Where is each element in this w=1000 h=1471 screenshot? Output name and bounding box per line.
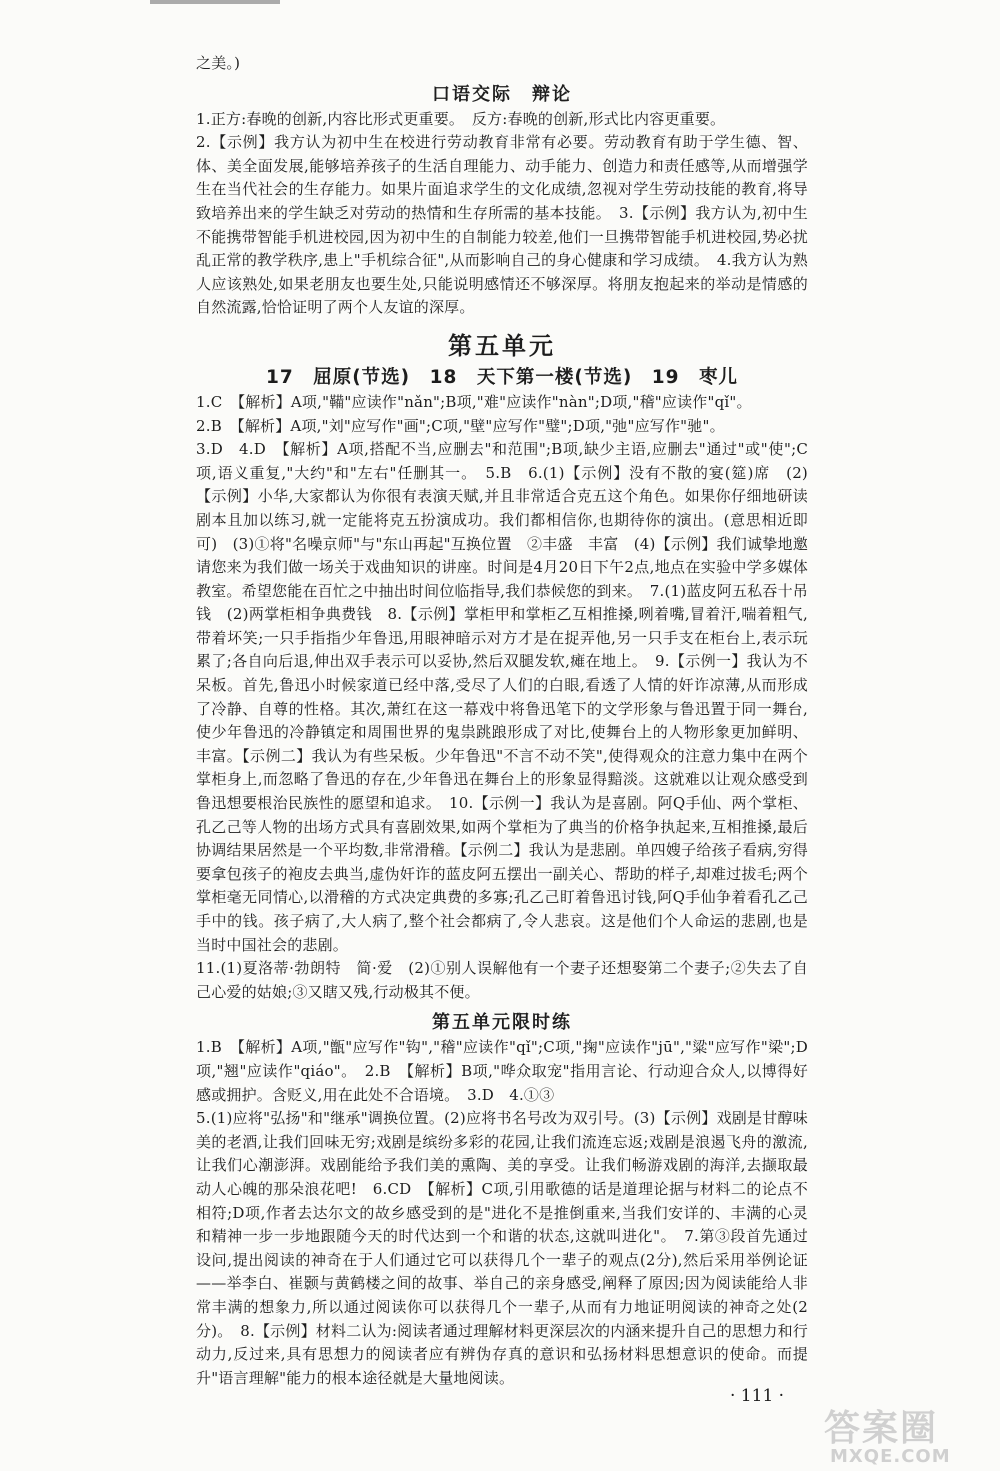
answer-paragraph: 1.C 【解析】A项,"鞴"应读作"nǎn";B项,"难"应读作"nàn";D项,"稽"应读作"qǐ"。 (196, 392, 752, 411)
answer-paragraph: 1.B 【解析】A项,"甑"应写作"钩","稽"应读作"qǐ";C项,"掬"应读作"jū","粱"应写作"梁";D项,"翘"应读作"qiáo"。 2.B 【解析】B项,"哗众取宠"指用言论、行动迎合众人,以博得好感或拥护。含贬义,用在此处不合语境。 3.D 4.①③ (196, 1038, 808, 1104)
section-heading: 第五单元限时练 (432, 1012, 572, 1034)
answer-paragraph: 2.B 【解析】A项,"刘"应写作"画";C项,"壁"应写作"璧";D项,"弛"应写作"驰"。 (196, 416, 725, 435)
lesson-heading: 17 屈原(节选) 18 天下第一楼(节选) 19 枣儿 (265, 366, 739, 388)
section-heading: 口语交际 辩论 (432, 83, 572, 105)
answer-paragraph: 11.(1)夏洛蒂·勃朗特 简·爱 (2)①别人误解他有一个妻子还想娶第二个妻子;②失去了自己心爱的姑娘;③又瞎又残,行动极其不便。 (196, 959, 808, 1001)
answer-paragraph: 5.(1)应将"弘扬"和"继承"调换位置。(2)应将书名号改为双引号。(3)【示例】戏剧是甘醇味美的老酒,让我们回味无穷;戏剧是缤纷多彩的花园,让我们流连忘返;戏剧是浪遏飞舟的激流,让我们心潮澎湃。戏剧能给予我们美的熏陶、美的享受。让我们畅游戏剧的海洋,去撷取最动人心魄的那朵浪花吧! 6.CD 【解析】C项,引用歌德的话是道理论据与材料二的论点不相符;D项,作者去达尔文的故乡感受到的是"进化不是推倒重来,当我们安详的、丰满的心灵和精神一步一步地跟随今天的时代达到一个和谐的状态,这就叫进化"。 7.第③段首先通过设问,提出阅读的神奇在于人们通过它可以获得几个一辈子的观点(2分),然后采用举例论证——举李白、崔颢与黄鹤楼之间的故事、举自己的亲身感受,阐释了原因;因为阅读能给人非常丰满的想象力,所以通过阅读你可以获得几个一辈子,从而有力地证明阅读的神奇之处(2分)。 8.【示例】材料二认为:阅读者通过理解材料更深层次的内涵来提升自己的思想力和行动力,反过来,具有思想力的阅读者应有辨伪存真的意识和弘扬材料思想意识的使命。而提升"语言理解"能力的根本途径就是大量地阅读。 (196, 1109, 808, 1387)
section-oral-debate (196, 80, 808, 320)
site-watermark (818, 1400, 996, 1470)
top-edge-rule (150, 0, 280, 4)
unit-heading: 第五单元 (448, 331, 556, 360)
section-unit-five-timed-practice (196, 1008, 808, 1390)
answer-paragraph: 3.D 4.D 【解析】A项,搭配不当,应删去"和范围";B项,缺少主语,应删去"通过"或"使";C项,语义重复,"大约"和"左右"任删其一。 5.B 6.(1)【示例】没有不散的宴(筵)席 (2)【示例】小华,大家都认为你很有表演天赋,并且非常适合克五这个角色。如果你仔细地研读剧本且加以练习,就一定能将克五扮演成功。我们都相信你,也期待你的演出。(意思相近即可) (3)①将"名噪京师"与"东山再起"互换位置 ②丰盛 丰富 (4)【示例】我们诚挚地邀请您来为我们做一场关于戏曲知识的讲座。时间是4月20日下午2点,地点在实验中学多媒体教室。希望您能在百忙之中抽出时间位临指导,我们恭候您的到来。 7.(1)蓝皮阿五私吞十吊钱 (2)两掌柜相争典费钱 8.【示例】掌柜甲和掌柜乙互相推搡,咧着嘴,冒着汗,喘着粗气,带着坏笑;一只手指指少年鲁迅,用眼神暗示对方才是在捉弄他,另一只手支在柜台上,表示玩累了;各自向后退,伸出双手表示可以妥协,然后双腿发软,瘫在地上。 9.【示例一】我认为不呆板。首先,鲁迅小时候家道已经中落,受尽了人们的白眼,看透了人情的奸诈凉薄,从而形成了冷静、自尊的性格。其次,萧红在这一幕戏中将鲁迅笔下的文学形象与鲁迅置于同一舞台,使少年鲁迅的冷静镇定和周围世界的鬼祟跳踉形成了对比,使舞台上的人物形象更加鲜明、丰富。【示例二】我认为有些呆板。少年鲁迅"不言不动不笑",使得观众的注意力集中在两个掌柜身上,而忽略了鲁迅的存在,少年鲁迅在舞台上的形象显得黯淡。这就难以让观众感受到鲁迅想要根治民族性的愿望和追求。 10.【示例一】我认为是喜剧。阿Q手仙、两个掌柜、孔乙己等人物的出场方式具有喜剧效果,如两个掌柜为了典当的价格争执起来,互相推搡,最后协调结果居然是一个平均数,非常滑稽。【示例二】我认为是悲剧。单四嫂子给孩子看病,穷得要拿包孩子的袍皮去典当,虚伪奸诈的蓝皮阿五摆出一副关心、帮助的样子,却难过拔毛;两个掌柜毫无同情心,以滑稽的方式决定典费的多寡;孔乙己盯着鲁迅讨钱,阿Q手仙争着看孔乙己手中的钱。孩子病了,大人病了,整个社会都病了,令人悲哀。这是他们个人命运的悲剧,也是当时中国社会的悲剧。 (196, 440, 808, 954)
watermark-site-text: MXQE.COM (830, 1446, 951, 1467)
section-unit-five (196, 326, 808, 361)
page-number: · 111 · (730, 1386, 785, 1406)
continued-fragment: 之美。) (196, 54, 241, 72)
answer-paragraph: 2.【示例】我方认为初中生在校进行劳动教育非常有必要。劳动教育有助于学生德、智、体、美全面发展,能够培养孩子的生活自理能力、动手能力、创造力和责任感等,从而增强学生在当代社会的生存能力。如果片面追求学生的文化成绩,忽视对学生劳动技能的教育,将导致培养出来的学生缺乏对劳动的热情和生存所需的基本技能。 3.【示例】我方认为,初中生不能携带智能手机进校园,因为初中生的自制能力较差,他们一旦携带智能手机进校园,势必扰乱正常的教学秩序,患上"手机综合征",从而影响自己的身心健康和学习成绩。 4.我方认为熟人应该熟处,如果老朋友也要生处,只能说明感情还不够深厚。将朋友抱起来的举动是情感的自然流露,恰恰证明了两个人友谊的深厚。 (196, 133, 808, 317)
watermark-logo-text: 答案圈 (824, 1408, 939, 1449)
section-lessons-17-19 (196, 363, 808, 1004)
answer-page (196, 52, 808, 1390)
answer-paragraph: 1.正方:春晚的创新,内容比形式更重要。 反方:春晚的创新,形式比内容更重要。 (196, 109, 726, 128)
